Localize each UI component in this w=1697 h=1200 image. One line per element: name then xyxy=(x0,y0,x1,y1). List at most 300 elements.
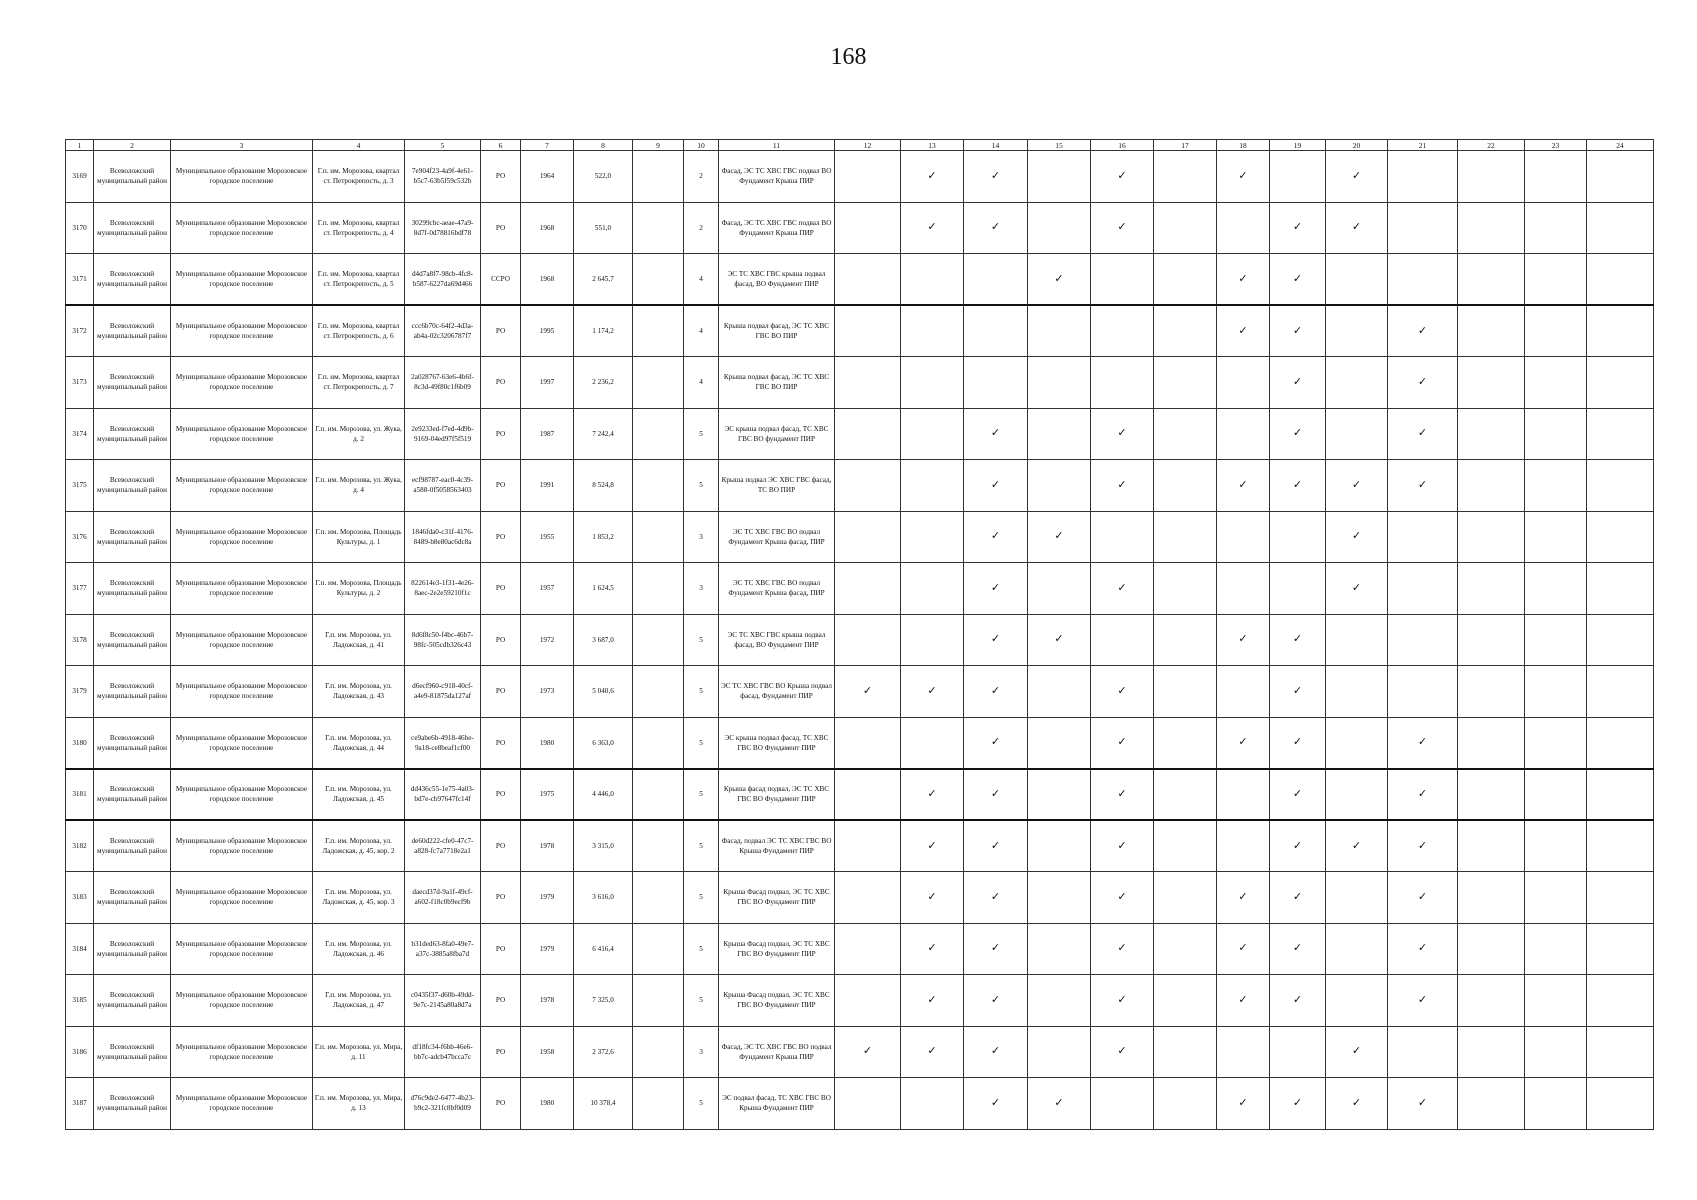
cell-c10: 3 xyxy=(684,511,719,563)
cell-year: 1978 xyxy=(521,820,574,872)
cell-col-15 xyxy=(1028,254,1091,306)
cell-col-15 xyxy=(1028,202,1091,254)
cell-type: РО xyxy=(481,923,521,975)
cell-guid: c0435f37-d60b-49dd-9e7c-2145a80a8d7a xyxy=(405,975,481,1027)
checkmark-icon: ✓ xyxy=(1292,632,1303,646)
cell-col-16 xyxy=(1091,202,1154,254)
cell-col-13 xyxy=(901,614,964,666)
cell-col-21 xyxy=(1388,460,1458,512)
cell-c10: 5 xyxy=(684,923,719,975)
checkmark-icon: ✓ xyxy=(927,786,937,800)
cell-address: Г.п. им. Морозова, квартал ст. Петрокрепость, д. 7 xyxy=(313,357,405,409)
cell-address: Г.п. им. Морозова, ул. Ладожская, д. 45, кор. 3 xyxy=(313,872,405,924)
checkmark-icon: ✓ xyxy=(1117,426,1127,440)
cell-col-14 xyxy=(964,923,1028,975)
column-header-6: 6 xyxy=(481,140,521,151)
cell-works: ЭС подвал фасад, ТС ХВС ГВС ВО Крыша Фундамент ПИР xyxy=(719,1078,835,1130)
cell-n: 3177 xyxy=(66,563,94,615)
cell-type: РО xyxy=(481,666,521,718)
checkmark-icon: ✓ xyxy=(990,683,1001,697)
cell-col-21 xyxy=(1388,923,1458,975)
cell-col-19 xyxy=(1270,563,1326,615)
cell-type: РО xyxy=(481,563,521,615)
cell-n: 3185 xyxy=(66,975,94,1027)
checkmark-icon: ✓ xyxy=(1351,220,1362,234)
cell-district: Всеволожский муниципальный район xyxy=(94,202,171,254)
checkmark-icon: ✓ xyxy=(1238,735,1248,748)
checkmark-icon: ✓ xyxy=(990,889,1001,903)
checkmark-icon: ✓ xyxy=(1054,529,1064,543)
table-row xyxy=(66,769,1654,821)
cell-col-15 xyxy=(1028,872,1091,924)
cell-works: Фасад, ЭС ТС ХВС ГВС подвал ВО Фундамент Крыша ПИР xyxy=(719,151,835,203)
checkmark-icon: ✓ xyxy=(990,786,1001,800)
column-header-19: 19 xyxy=(1270,140,1326,151)
table-body xyxy=(66,151,1654,1130)
cell-c9 xyxy=(633,357,684,409)
cell-col-13 xyxy=(901,820,964,872)
cell-col-21 xyxy=(1388,1026,1458,1078)
cell-c10: 2 xyxy=(684,151,719,203)
checkmark-icon: ✓ xyxy=(927,889,937,903)
cell-col-21 xyxy=(1388,305,1458,357)
cell-district: Всеволожский муниципальный район xyxy=(94,717,171,769)
cell-col-17 xyxy=(1154,408,1217,460)
cell-col-18 xyxy=(1217,820,1270,872)
cell-c10: 5 xyxy=(684,614,719,666)
cell-c9 xyxy=(633,923,684,975)
cell-col-16 xyxy=(1091,820,1154,872)
cell-col-14 xyxy=(964,408,1028,460)
cell-col-16 xyxy=(1091,872,1154,924)
cell-col-23 xyxy=(1525,254,1587,306)
checkmark-icon: ✓ xyxy=(1292,271,1303,285)
cell-works: Крыша подвал ЭС ХВС ГВС фасад, ТС ВО ПИР xyxy=(719,460,835,512)
column-header-3: 3 xyxy=(171,140,313,151)
cell-col-24 xyxy=(1587,511,1654,563)
cell-address: Г.п. им. Морозова, ул. Ладожская, д. 46 xyxy=(313,923,405,975)
cell-address: Г.п. им. Морозова, ул. Жука, д. 2 xyxy=(313,408,405,460)
checkmark-icon: ✓ xyxy=(1292,786,1303,800)
cell-col-23 xyxy=(1525,202,1587,254)
cell-col-16 xyxy=(1091,563,1154,615)
cell-col-21 xyxy=(1388,1078,1458,1130)
cell-col-12 xyxy=(835,511,901,563)
cell-col-14 xyxy=(964,820,1028,872)
cell-col-13 xyxy=(901,872,964,924)
cell-municipality: Муниципальное образование Морозовское городское поселение xyxy=(171,563,313,615)
cell-col-15 xyxy=(1028,769,1091,821)
cell-col-24 xyxy=(1587,614,1654,666)
checkmark-icon: ✓ xyxy=(1238,992,1248,1006)
cell-year: 1972 xyxy=(521,614,574,666)
cell-c9 xyxy=(633,460,684,512)
checkmark-icon: ✓ xyxy=(990,735,1001,748)
cell-col-16 xyxy=(1091,460,1154,512)
cell-c10: 5 xyxy=(684,872,719,924)
cell-col-19 xyxy=(1270,357,1326,409)
checkmark-icon: ✓ xyxy=(927,992,937,1006)
cell-col-22 xyxy=(1458,666,1525,718)
cell-c10: 5 xyxy=(684,666,719,718)
cell-year: 1978 xyxy=(521,975,574,1027)
cell-area: 522,0 xyxy=(574,151,633,203)
checkmark-icon: ✓ xyxy=(1292,735,1303,748)
cell-col-23 xyxy=(1525,511,1587,563)
cell-municipality: Муниципальное образование Морозовское городское поселение xyxy=(171,305,313,357)
cell-address: Г.п. им. Морозова, ул. Мира, д. 13 xyxy=(313,1078,405,1130)
cell-c10: 5 xyxy=(684,408,719,460)
table-row xyxy=(66,254,1654,306)
cell-works: Крыша Фасад подвал, ЭС ТС ХВС ГВС ВО Фундамент ПИР xyxy=(719,872,835,924)
cell-col-24 xyxy=(1587,1026,1654,1078)
cell-district: Всеволожский муниципальный район xyxy=(94,408,171,460)
cell-col-24 xyxy=(1587,769,1654,821)
checkmark-icon: ✓ xyxy=(1292,838,1303,852)
cell-col-22 xyxy=(1458,769,1525,821)
cell-c9 xyxy=(633,408,684,460)
checkmark-icon: ✓ xyxy=(990,1044,1001,1058)
cell-col-13 xyxy=(901,511,964,563)
cell-n: 3187 xyxy=(66,1078,94,1130)
cell-col-16 xyxy=(1091,614,1154,666)
cell-col-17 xyxy=(1154,305,1217,357)
cell-year: 1968 xyxy=(521,254,574,306)
cell-col-20 xyxy=(1326,408,1388,460)
cell-col-19 xyxy=(1270,305,1326,357)
cell-n: 3172 xyxy=(66,305,94,357)
cell-col-17 xyxy=(1154,1078,1217,1130)
cell-col-20 xyxy=(1326,202,1388,254)
cell-col-15 xyxy=(1028,923,1091,975)
cell-col-17 xyxy=(1154,254,1217,306)
cell-n: 3181 xyxy=(66,769,94,821)
cell-municipality: Муниципальное образование Морозовское городское поселение xyxy=(171,1078,313,1130)
cell-col-23 xyxy=(1525,357,1587,409)
checkmark-icon: ✓ xyxy=(1292,477,1303,491)
cell-area: 6 416,4 xyxy=(574,923,633,975)
cell-guid: d76c9de2-6477-4b23-b9c2-321fc8bf0d09 xyxy=(405,1078,481,1130)
cell-guid: de60d222-cfe0-47c7-a828-fc7a7718e2a1 xyxy=(405,820,481,872)
page-number: 168 xyxy=(830,44,867,70)
cell-col-18 xyxy=(1217,975,1270,1027)
cell-col-16 xyxy=(1091,1078,1154,1130)
cell-works: Фасад, подвал ЭС ТС ХВС ГВС ВО Крыша Фундамент ПИР xyxy=(719,820,835,872)
cell-col-23 xyxy=(1525,1078,1587,1130)
cell-col-18 xyxy=(1217,511,1270,563)
cell-col-19 xyxy=(1270,717,1326,769)
cell-col-19 xyxy=(1270,769,1326,821)
checkmark-icon: ✓ xyxy=(1292,426,1303,440)
cell-municipality: Муниципальное образование Морозовское городское поселение xyxy=(171,769,313,821)
checkmark-icon: ✓ xyxy=(927,168,937,182)
checkmark-icon: ✓ xyxy=(990,477,1001,491)
cell-district: Всеволожский муниципальный район xyxy=(94,1026,171,1078)
cell-area: 3 687,0 xyxy=(574,614,633,666)
cell-guid: ecf98787-eac0-4c39-a588-0f5058563403 xyxy=(405,460,481,512)
cell-type: РО xyxy=(481,511,521,563)
cell-works: Фасад, ЭС ТС ХВС ГВС ВО подвал Фундамент Крыша ПИР xyxy=(719,1026,835,1078)
cell-col-24 xyxy=(1587,254,1654,306)
cell-col-14 xyxy=(964,563,1028,615)
cell-col-14 xyxy=(964,511,1028,563)
cell-c10: 5 xyxy=(684,460,719,512)
cell-col-21 xyxy=(1388,872,1458,924)
cell-col-12 xyxy=(835,769,901,821)
cell-c10: 4 xyxy=(684,305,719,357)
cell-col-19 xyxy=(1270,923,1326,975)
cell-district: Всеволожский муниципальный район xyxy=(94,666,171,718)
column-header-22: 22 xyxy=(1458,140,1525,151)
cell-col-23 xyxy=(1525,923,1587,975)
cell-col-16 xyxy=(1091,151,1154,203)
cell-col-22 xyxy=(1458,305,1525,357)
checkmark-icon: ✓ xyxy=(1292,889,1303,903)
table-row xyxy=(66,923,1654,975)
cell-col-22 xyxy=(1458,820,1525,872)
checkmark-icon: ✓ xyxy=(1417,323,1428,337)
cell-col-14 xyxy=(964,614,1028,666)
cell-col-20 xyxy=(1326,511,1388,563)
cell-col-14 xyxy=(964,202,1028,254)
cell-col-18 xyxy=(1217,769,1270,821)
checkmark-icon: ✓ xyxy=(1417,889,1428,903)
cell-district: Всеволожский муниципальный район xyxy=(94,563,171,615)
cell-col-23 xyxy=(1525,408,1587,460)
checkmark-icon: ✓ xyxy=(1417,374,1428,388)
checkmark-icon: ✓ xyxy=(990,168,1001,182)
table-row xyxy=(66,202,1654,254)
cell-works: Крыша фасад подвал, ЭС ТС ХВС ГВС ВО Фундамент ПИР xyxy=(719,769,835,821)
cell-col-15 xyxy=(1028,717,1091,769)
cell-guid: 2e9233ed-f7ed-4d9b-9169-04ed97f5f519 xyxy=(405,408,481,460)
cell-col-18 xyxy=(1217,563,1270,615)
checkmark-icon: ✓ xyxy=(1117,941,1127,955)
cell-col-13 xyxy=(901,254,964,306)
checkmark-icon: ✓ xyxy=(1417,477,1428,491)
cell-col-15 xyxy=(1028,357,1091,409)
cell-municipality: Муниципальное образование Морозовское городское поселение xyxy=(171,1026,313,1078)
cell-type: РО xyxy=(481,151,521,203)
cell-col-19 xyxy=(1270,1078,1326,1130)
cell-address: Г.п. им. Морозова, квартал ст. Петрокрепость, д. 5 xyxy=(313,254,405,306)
cell-district: Всеволожский муниципальный район xyxy=(94,305,171,357)
cell-guid: 1846fda0-c31f-4176-8489-b8e80ac6dc8a xyxy=(405,511,481,563)
column-header-2: 2 xyxy=(94,140,171,151)
cell-c10: 5 xyxy=(684,769,719,821)
cell-col-13 xyxy=(901,923,964,975)
cell-works: ЭС ТС ХВС ГВС ВО Крыша подвал фасад, Фундамент ПИР xyxy=(719,666,835,718)
cell-col-18 xyxy=(1217,357,1270,409)
cell-col-24 xyxy=(1587,1078,1654,1130)
checkmark-icon: ✓ xyxy=(1292,323,1303,337)
cell-col-21 xyxy=(1388,614,1458,666)
checkmark-icon: ✓ xyxy=(1238,323,1248,337)
cell-col-21 xyxy=(1388,511,1458,563)
cell-address: Г.п. им. Морозова, ул. Ладожская, д. 47 xyxy=(313,975,405,1027)
cell-col-17 xyxy=(1154,820,1217,872)
cell-col-24 xyxy=(1587,460,1654,512)
cell-area: 4 446,0 xyxy=(574,769,633,821)
cell-col-17 xyxy=(1154,769,1217,821)
cell-col-24 xyxy=(1587,923,1654,975)
cell-address: Г.п. им. Морозова, ул. Жука, д. 4 xyxy=(313,460,405,512)
cell-col-20 xyxy=(1326,769,1388,821)
cell-col-23 xyxy=(1525,614,1587,666)
cell-area: 6 363,0 xyxy=(574,717,633,769)
table-row xyxy=(66,305,1654,357)
cell-year: 1968 xyxy=(521,202,574,254)
column-header-21: 21 xyxy=(1388,140,1458,151)
cell-col-15 xyxy=(1028,820,1091,872)
cell-col-23 xyxy=(1525,769,1587,821)
cell-col-22 xyxy=(1458,614,1525,666)
cell-col-14 xyxy=(964,872,1028,924)
column-header-4: 4 xyxy=(313,140,405,151)
checkmark-icon: ✓ xyxy=(1292,683,1303,697)
cell-c9 xyxy=(633,769,684,821)
cell-district: Всеволожский муниципальный район xyxy=(94,1078,171,1130)
cell-c9 xyxy=(633,511,684,563)
cell-col-13 xyxy=(901,666,964,718)
checkmark-icon: ✓ xyxy=(927,220,937,234)
cell-district: Всеволожский муниципальный район xyxy=(94,511,171,563)
cell-col-16 xyxy=(1091,975,1154,1027)
cell-municipality: Муниципальное образование Морозовское городское поселение xyxy=(171,357,313,409)
cell-col-12 xyxy=(835,254,901,306)
cell-col-18 xyxy=(1217,202,1270,254)
cell-col-20 xyxy=(1326,305,1388,357)
cell-col-22 xyxy=(1458,563,1525,615)
cell-col-14 xyxy=(964,769,1028,821)
cell-col-22 xyxy=(1458,1078,1525,1130)
cell-guid: d4d7a8f7-98cb-4fc8-b587-6227da69d466 xyxy=(405,254,481,306)
cell-col-23 xyxy=(1525,460,1587,512)
cell-col-12 xyxy=(835,357,901,409)
cell-col-24 xyxy=(1587,202,1654,254)
cell-c10: 5 xyxy=(684,820,719,872)
table-row xyxy=(66,563,1654,615)
cell-c9 xyxy=(633,666,684,718)
table-row xyxy=(66,408,1654,460)
cell-c9 xyxy=(633,872,684,924)
cell-address: Г.п. им. Морозова, Площадь Культуры, д. 1 xyxy=(313,511,405,563)
checkmark-icon: ✓ xyxy=(927,838,937,852)
cell-c10: 5 xyxy=(684,975,719,1027)
cell-col-13 xyxy=(901,202,964,254)
cell-col-16 xyxy=(1091,254,1154,306)
cell-col-24 xyxy=(1587,717,1654,769)
cell-col-13 xyxy=(901,1078,964,1130)
checkmark-icon: ✓ xyxy=(1054,632,1064,646)
cell-year: 1980 xyxy=(521,1078,574,1130)
cell-col-16 xyxy=(1091,666,1154,718)
checkmark-icon: ✓ xyxy=(1238,889,1248,903)
cell-district: Всеволожский муниципальный район xyxy=(94,975,171,1027)
checkmark-icon: ✓ xyxy=(1238,632,1248,646)
cell-col-16 xyxy=(1091,408,1154,460)
cell-area: 1 853,2 xyxy=(574,511,633,563)
cell-guid: df18fc34-f6bb-46e6-bb7c-adcb47bcca7c xyxy=(405,1026,481,1078)
checkmark-icon: ✓ xyxy=(1292,941,1303,955)
column-header-8: 8 xyxy=(574,140,633,151)
cell-n: 3176 xyxy=(66,511,94,563)
cell-municipality: Муниципальное образование Морозовское городское поселение xyxy=(171,460,313,512)
cell-guid: 30299cbc-aeae-47a9-8d7f-0d78816bdf78 xyxy=(405,202,481,254)
column-number-row xyxy=(66,140,1654,151)
cell-col-19 xyxy=(1270,1026,1326,1078)
cell-col-23 xyxy=(1525,872,1587,924)
cell-year: 1991 xyxy=(521,460,574,512)
cell-col-21 xyxy=(1388,666,1458,718)
cell-col-15 xyxy=(1028,975,1091,1027)
cell-c10: 2 xyxy=(684,202,719,254)
cell-works: Крыша Фасад подвал, ЭС ТС ХВС ГВС ВО Фундамент ПИР xyxy=(719,975,835,1027)
cell-address: Г.п. им. Морозова, Площадь Культуры, д. 2 xyxy=(313,563,405,615)
cell-type: РО xyxy=(481,1078,521,1130)
cell-year: 1979 xyxy=(521,923,574,975)
cell-col-19 xyxy=(1270,460,1326,512)
cell-col-19 xyxy=(1270,151,1326,203)
cell-col-19 xyxy=(1270,975,1326,1027)
cell-municipality: Муниципальное образование Морозовское городское поселение xyxy=(171,666,313,718)
cell-year: 1975 xyxy=(521,769,574,821)
column-header-20: 20 xyxy=(1326,140,1388,151)
cell-works: ЭС ТС ХВС ГВС крыша подвал фасад, ВО Фундамент ПИР xyxy=(719,254,835,306)
cell-col-24 xyxy=(1587,975,1654,1027)
cell-col-21 xyxy=(1388,769,1458,821)
cell-address: Г.п. им. Морозова, ул. Мира, д. 11 xyxy=(313,1026,405,1078)
cell-col-16 xyxy=(1091,357,1154,409)
cell-col-18 xyxy=(1217,305,1270,357)
cell-c9 xyxy=(633,717,684,769)
cell-c9 xyxy=(633,820,684,872)
cell-year: 1958 xyxy=(521,1026,574,1078)
checkmark-icon: ✓ xyxy=(1117,838,1127,852)
cell-municipality: Муниципальное образование Морозовское городское поселение xyxy=(171,614,313,666)
cell-district: Всеволожский муниципальный район xyxy=(94,357,171,409)
cell-col-22 xyxy=(1458,872,1525,924)
cell-n: 3180 xyxy=(66,717,94,769)
cell-municipality: Муниципальное образование Морозовское городское поселение xyxy=(171,975,313,1027)
cell-n: 3170 xyxy=(66,202,94,254)
table-row xyxy=(66,1078,1654,1130)
column-header-18: 18 xyxy=(1217,140,1270,151)
checkmark-icon: ✓ xyxy=(1117,580,1127,594)
cell-col-18 xyxy=(1217,151,1270,203)
cell-c9 xyxy=(633,202,684,254)
cell-c9 xyxy=(633,151,684,203)
cell-col-15 xyxy=(1028,614,1091,666)
checkmark-icon: ✓ xyxy=(1417,735,1428,748)
cell-col-20 xyxy=(1326,1078,1388,1130)
cell-col-20 xyxy=(1326,820,1388,872)
checkmark-icon: ✓ xyxy=(990,992,1001,1006)
cell-year: 1964 xyxy=(521,151,574,203)
cell-col-16 xyxy=(1091,305,1154,357)
cell-c9 xyxy=(633,1026,684,1078)
cell-guid: d6ecf960-c918-40cf-a4e9-81875da127af xyxy=(405,666,481,718)
cell-col-13 xyxy=(901,151,964,203)
cell-col-22 xyxy=(1458,975,1525,1027)
cell-col-23 xyxy=(1525,666,1587,718)
cell-year: 1987 xyxy=(521,408,574,460)
cell-district: Всеволожский муниципальный район xyxy=(94,769,171,821)
cell-col-22 xyxy=(1458,357,1525,409)
cell-col-23 xyxy=(1525,975,1587,1027)
cell-works: ЭС ТС ХВС ГВС крыша подвал фасад, ВО Фундамент ПИР xyxy=(719,614,835,666)
cell-col-24 xyxy=(1587,151,1654,203)
